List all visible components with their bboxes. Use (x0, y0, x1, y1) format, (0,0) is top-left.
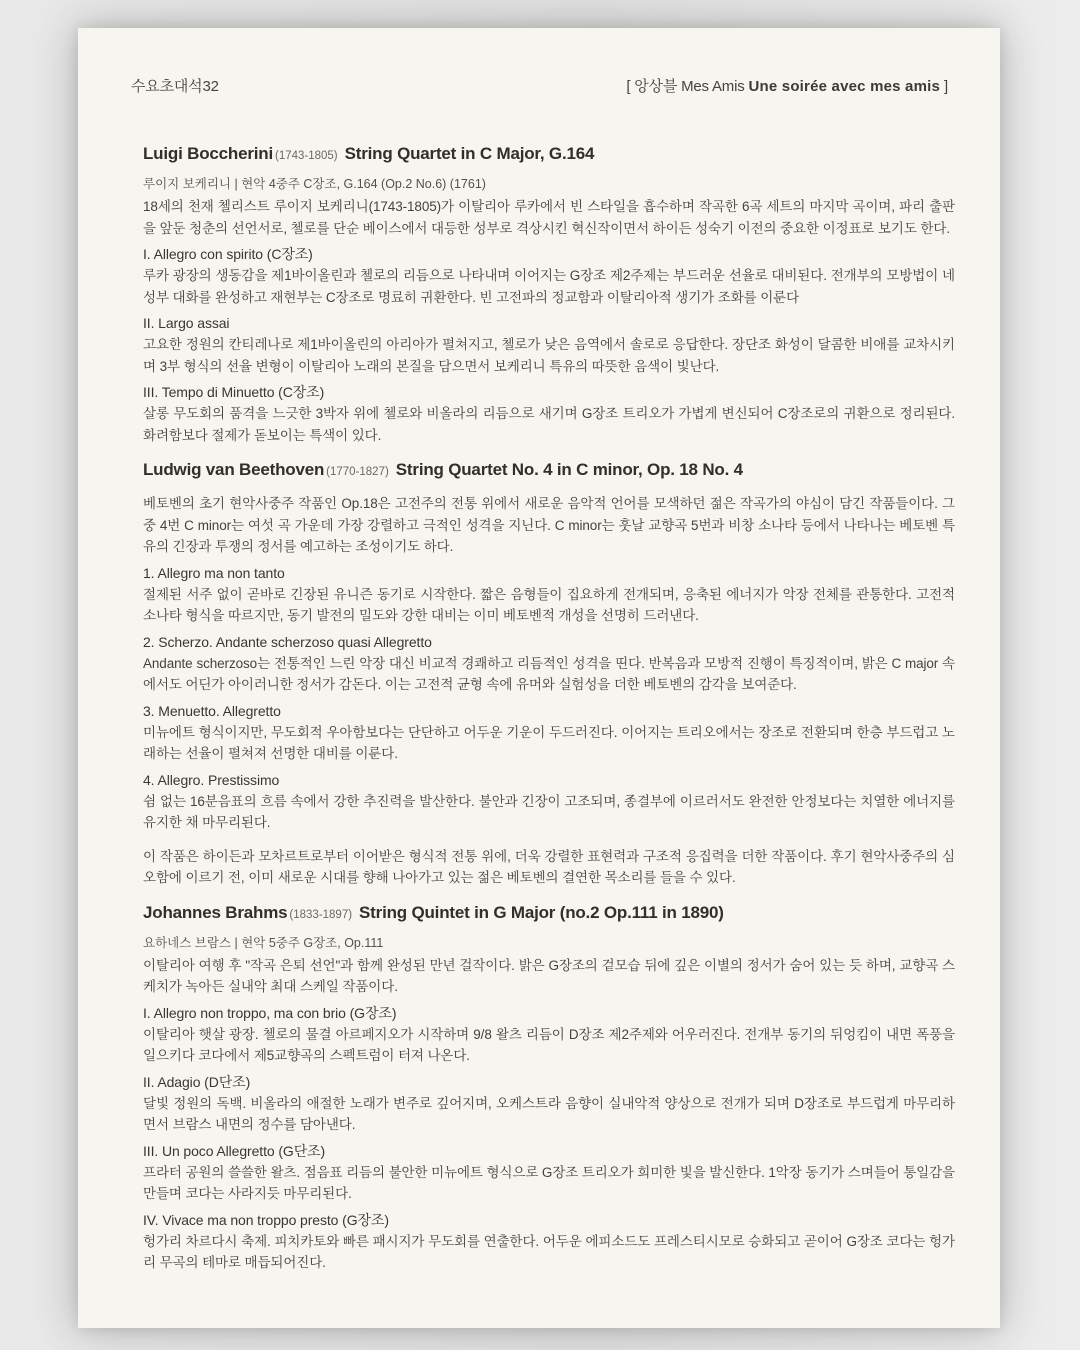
section-boccherini (143, 144, 955, 446)
movement-text: 미뉴에트 형식이지만, 무도회적 우아함보다는 단단하고 어두운 기운이 두드러진다. 이어지는 트리오에서는 장조로 전환되며 한층 부드럽고 노래하는 선율이 펼쳐져 선명한 대비를 이룬다. (143, 724, 955, 761)
ensemble-label-prefix: [ 앙상블 Mes Amis (626, 78, 749, 95)
piece-intro: 베토벤의 초기 현악사중주 작품인 Op.18은 고전주의 전통 위에서 새로운 음악적 언어를 모색하던 젊은 작곡가의 야심이 담긴 작품들이다. 그중 4번 C minor는 여섯 곡 가운데 가장 강렬하고 극적인 성격을 지닌다. C minor는 훗날 교향곡 5번과 비창 소나타 등에서 나타나는 베토벤 특유의 긴장과 투쟁의 정서를 예고하는 조성이기도 하다. (143, 496, 955, 554)
movement-heading: I. Allegro con spirito (C장조) (143, 246, 313, 262)
composer-years: (1743-1805) (274, 150, 338, 162)
movement-block (143, 771, 955, 834)
piece-outro: 이 작품은 하이든과 모차르트로부터 이어받은 형식적 전통 위에, 더욱 강렬한 표현력과 구조적 응집력을 더한 작품이다. 후기 현악사중주의 심오함에 이르기 전, 이미 새로운 시대를 향해 나아가고 있는 젊은 베토벤의 결연한 목소리를 들을 수 있다. (143, 848, 955, 885)
movement-block (143, 1004, 955, 1067)
piece-subtitle: 요하네스 브람스 | 현악 5중주 G장조, Op.111 (143, 935, 384, 950)
concert-title: Une soirée avec mes amis (748, 78, 941, 95)
movement-text: 프라터 공원의 쓸쓸한 왈츠. 점음표 리듬의 불안한 미뉴에트 형식으로 G장조 트리오가 희미한 빛을 발신한다. 1악장 동기가 스며들어 통일감을 만들며 코다는 사라지듯 마무리된다. (143, 1164, 955, 1201)
movement-heading: 1. Allegro ma non tanto (143, 564, 285, 581)
composer-name: Johannes Brahms (143, 902, 288, 922)
work-title: String Quartet in C Major, G.164 (344, 144, 595, 163)
movement-block (143, 245, 955, 308)
movement-text: 살롱 무도회의 품격을 느긋한 3박자 위에 첼로와 비올라의 리듬으로 새기며 G장조 트리오가 가볍게 변신되어 C장조로의 귀환으로 정리된다. 화려함보다 절제가 돋보이는 특색이 있다. (143, 406, 955, 443)
movement-block (143, 383, 955, 446)
movement-text: 쉼 없는 16분음표의 흐름 속에서 강한 추진력을 발산한다. 불안과 긴장이 고조되며, 종결부에 이르러서도 완전한 안정보다는 치열한 에너지를 유지한 채 마무리된다. (143, 793, 955, 830)
piece-subtitle: 루이지 보케리니 | 현악 4중주 C장조, G.164 (Op.2 No.6) (1761) (143, 177, 486, 191)
series-label: 수요초대석32 (131, 78, 219, 95)
movement-text: 달빛 정원의 독백. 비올라의 애절한 노래가 변주로 깊어지며, 오케스트라 음향이 실내악적 양상으로 전개가 되며 D장조로 부드럽게 마무리하면서 브람스 내면의 정수를 담아낸다. (143, 1095, 955, 1132)
movement-block (143, 702, 955, 765)
composer-name: Luigi Boccherini (143, 144, 273, 163)
piece-title (143, 460, 955, 482)
movement-text: 절제된 서주 없이 곧바로 긴장된 유니즌 동기로 시작한다. 짧은 음형들이 집요하게 전개되며, 응축된 에너지가 악장 전체를 관통한다. 고전적 소나타 형식을 따르지만, 동기 발전의 밀도와 강한 대비는 이미 베토벤적 개성을 선명히 드러낸다. (143, 586, 955, 623)
piece-intro: 18세의 천재 첼리스트 루이지 보케리니(1743-1805)가 이탈리아 루카에서 빈 스타일을 흡수하며 작곡한 6곡 세트의 마지막 곡이며, 파리 출판을 앞둔 청춘의 선언서로, 첼로를 단순 베이스에서 대등한 성부로 격상시킨 혁신작이면서 하이든 성숙기 이전의 중요한 이정표로 보기도 한다. (143, 199, 955, 236)
section-brahms (143, 903, 955, 1274)
piece-title (143, 144, 955, 166)
section-beethoven (143, 460, 955, 889)
piece-title (143, 903, 955, 925)
movement-block (143, 564, 955, 627)
movement-heading: II. Adagio (D단조) (143, 1073, 251, 1090)
movement-block (143, 1142, 955, 1205)
movement-text: 고요한 정원의 칸티레나로 제1바이올린의 아리아가 펼쳐지고, 첼로가 낮은 음역에서 솔로로 응답한다. 장단조 화성이 달콤한 비애를 교차시키며 3부 형식의 선율 변형이 이탈리아 노래의 본질을 담으면서 보케리니 특유의 따뜻한 음색이 빛난다. (143, 337, 955, 374)
piece-intro: 이탈리아 여행 후 "작곡 은퇴 선언"과 함께 완성된 만년 걸작이다. 밝은 G장조의 겉모습 뒤에 깊은 이별의 정서가 숨어 있는 듯 하며, 교향곡 스케치가 녹아든 실내악 최대 스케일 작품이다. (143, 957, 955, 994)
movement-block (143, 1073, 955, 1136)
movement-heading: 4. Allegro. Prestissimo (143, 771, 280, 788)
ensemble-label (626, 78, 948, 96)
program-content (78, 144, 1000, 1274)
ensemble-label-suffix: ] (940, 78, 948, 95)
program-page (78, 28, 1000, 1328)
movement-block (143, 1211, 955, 1274)
composer-name: Ludwig van Beethoven (143, 460, 325, 479)
movement-heading: II. Largo assai (143, 315, 230, 331)
movement-text: 헝가리 차르다시 축제. 피치카토와 빠른 패시지가 무도회를 연출한다. 어두운 에피소드도 프레스티시모로 승화되고 곧이어 G장조 코다는 헝가리 무곡의 테마로 매듭되어진다. (143, 1233, 955, 1270)
movement-heading: III. Tempo di Minuetto (C장조) (143, 384, 325, 400)
movement-heading: IV. Vivace ma non troppo presto (G장조) (143, 1211, 389, 1228)
movement-heading: 3. Menuetto. Allegretto (143, 702, 281, 719)
movement-heading: 2. Scherzo. Andante scherzoso quasi Allegretto (143, 633, 432, 650)
movement-block (143, 633, 955, 696)
work-title: String Quartet No. 4 in C minor, Op. 18 No. 4 (395, 460, 743, 479)
movement-text: 이탈리아 햇살 광장. 첼로의 물결 아르페지오가 시작하며 9/8 왈츠 리듬이 D장조 제2주제와 어우러진다. 전개부 동기의 뒤엉킴이 내면 폭풍을 일으키다 코다에서 제5교향곡의 스펙트럼이 터져 나온다. (143, 1026, 955, 1063)
composer-years: (1833-1897) (289, 908, 353, 921)
movement-heading: I. Allegro non troppo, ma con brio (G장조) (143, 1004, 397, 1021)
movement-heading: III. Un poco Allegretto (G단조) (143, 1142, 326, 1159)
composer-years: (1770-1827) (326, 466, 389, 478)
page-header (78, 78, 1000, 96)
movement-text: Andante scherzoso는 전통적인 느린 악장 대신 비교적 경쾌하고 리듬적인 성격을 띤다. 반복음과 모방적 진행이 특징적이며, 밝은 C major 속에서도 어딘가 아이러니한 정서가 감돈다. 이는 고전적 균형 속에 유머와 실험성을 더한 베토벤의 감각을 보여준다. (143, 655, 955, 692)
movement-text: 루카 광장의 생동감을 제1바이올린과 첼로의 리듬으로 나타내며 이어지는 G장조 제2주제는 부드러운 선율로 대비된다. 전개부의 모방법이 네 성부 대화를 완성하고 재현부는 C장조로 명료히 귀환한다. 빈 고전파의 정교함과 이탈리아적 생기가 조화를 이룬다 (143, 268, 955, 305)
movement-block (143, 314, 955, 377)
work-title: String Quintet in G Major (no.2 Op.111 in 1890) (359, 902, 724, 922)
